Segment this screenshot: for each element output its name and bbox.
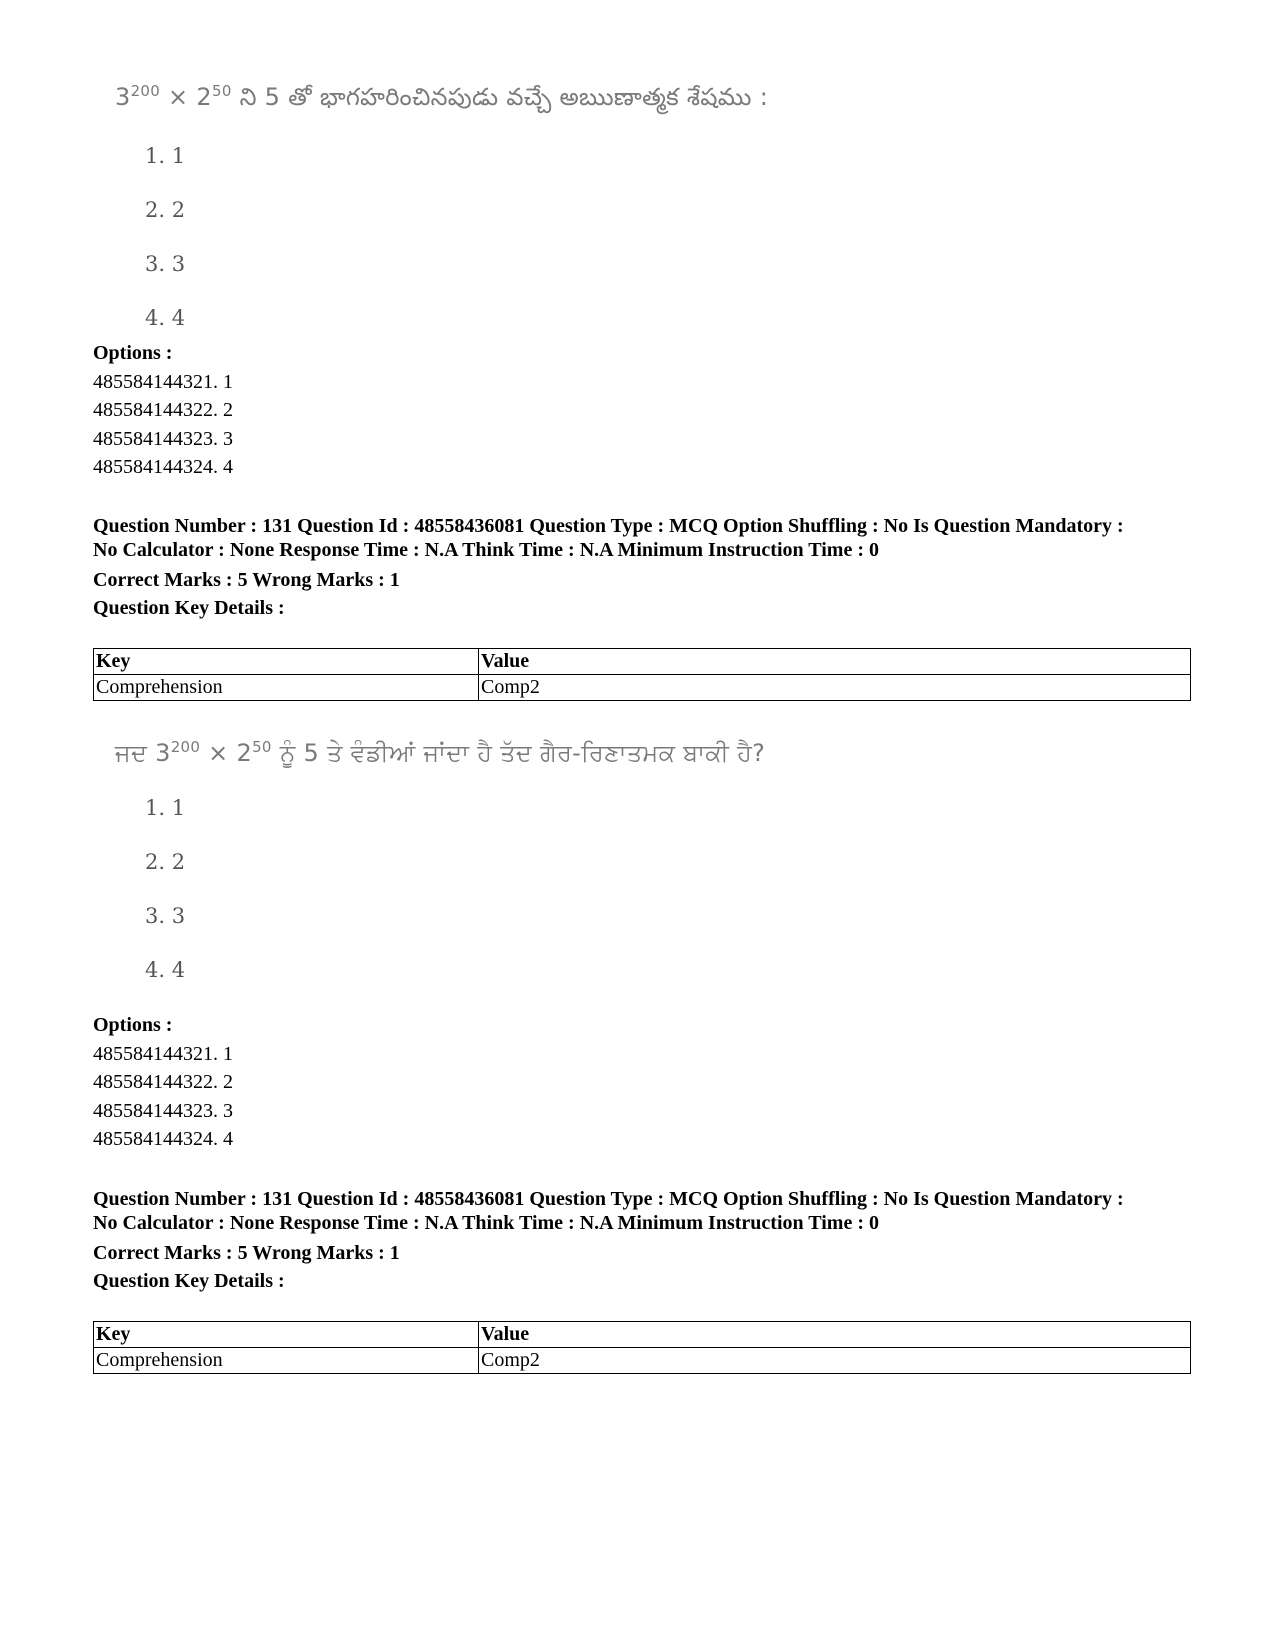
table-cell: Comprehension: [94, 1348, 479, 1374]
table-row: [94, 675, 1191, 701]
key-details-table: [93, 648, 1191, 701]
choice-item: 4. 4: [145, 958, 186, 982]
question-image-telugu: [115, 82, 768, 357]
choice-list: [145, 793, 765, 1009]
table-row: [94, 1348, 1191, 1374]
table-cell: Comp2: [479, 1348, 1191, 1374]
choice-item: 3. 3: [145, 904, 186, 928]
choice-item: 2. 2: [145, 198, 186, 222]
choice-item: 4. 4: [145, 306, 186, 330]
question-info-line: Question Number : 131 Question Id : 48558436081 Question Type : MCQ Option Shuffling : No Is Question Mandatory :: [93, 1188, 1124, 1210]
key-details-table: [93, 1321, 1191, 1374]
choice-item: 1. 1: [145, 144, 186, 168]
question-info-line: No Calculator : None Response Time : N.A Think Time : N.A Minimum Instruction Time : 0: [93, 539, 879, 561]
option-item: 485584144324. 4: [93, 456, 233, 478]
question-text: $3^{200} \times 2^{50}$ ని 5 తో భాగహరించినపుడు వచ్చే అఋణాత్మక శేషము :: [115, 82, 769, 111]
marks-line: Correct Marks : 5 Wrong Marks : 1: [93, 1242, 400, 1264]
choice-item: 3. 3: [145, 252, 186, 276]
option-item: 485584144322. 2: [93, 1071, 233, 1093]
table-header-cell: Value: [479, 1322, 1191, 1348]
option-item: 485584144324. 4: [93, 1128, 233, 1150]
question-info-line: No Calculator : None Response Time : N.A Think Time : N.A Minimum Instruction Time : 0: [93, 1212, 879, 1234]
table-header-cell: Value: [479, 649, 1191, 675]
question-info-line: Question Number : 131 Question Id : 48558436081 Question Type : MCQ Option Shuffling : No Is Question Mandatory :: [93, 515, 1124, 537]
key-details-heading: Question Key Details :: [93, 1270, 285, 1292]
option-item: 485584144321. 1: [93, 370, 233, 393]
option-item: 485584144322. 2: [93, 399, 233, 421]
table-header-cell: Key: [94, 649, 479, 675]
option-item: 485584144323. 3: [93, 427, 233, 450]
question-text: ਜਦ $3^{200} \times 2^{50}$ ਨੂੰ 5 ਤੇ ਵੰਡੀਆਂ ਜਾਂਦਾ ਹੈ ਤੱਦ ਗੈਰ-ਰਿਣਾਤਮਕ ਬਾਕੀ ਹੈ?: [115, 738, 766, 767]
choice-item: 1. 1: [145, 796, 186, 820]
options-block: [93, 339, 233, 482]
option-item: 485584144323. 3: [93, 1099, 233, 1122]
options-block: [93, 1011, 233, 1154]
table-cell: Comp2: [479, 675, 1191, 701]
question-image-punjabi: [115, 738, 765, 1009]
marks-line: Correct Marks : 5 Wrong Marks : 1: [93, 569, 400, 591]
choice-item: 2. 2: [145, 850, 186, 874]
table-header-row: [94, 1322, 1191, 1348]
table-cell: Comprehension: [94, 675, 479, 701]
choice-list: [145, 141, 768, 357]
key-details-heading: Question Key Details :: [93, 597, 285, 619]
question-meta: [93, 1187, 1203, 1295]
table-header-cell: Key: [94, 1322, 479, 1348]
table-header-row: [94, 649, 1191, 675]
options-heading: Options :: [93, 342, 173, 364]
option-item: 485584144321. 1: [93, 1042, 233, 1065]
options-heading: Options :: [93, 1014, 173, 1036]
question-meta: [93, 514, 1203, 622]
